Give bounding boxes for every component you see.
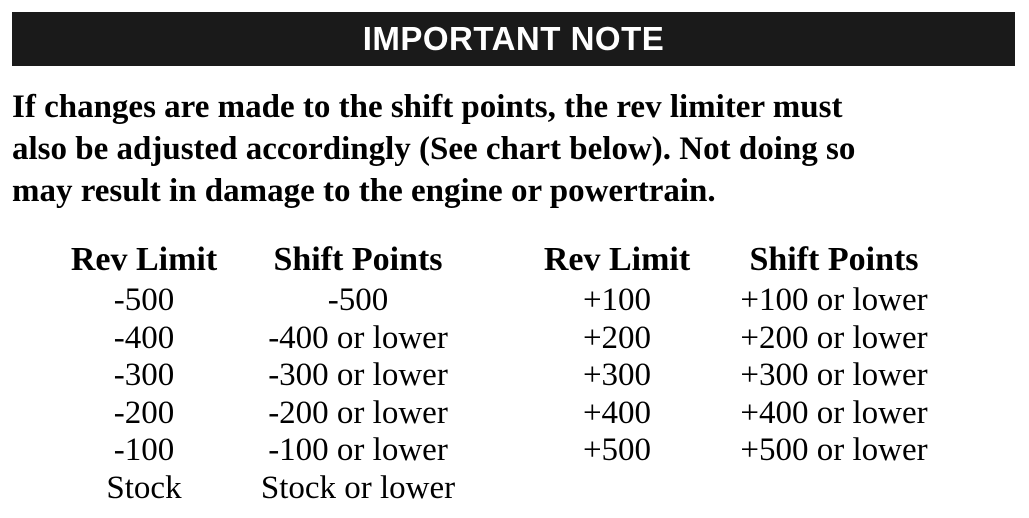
note-line: also be adjusted accordingly (See chart below). Not doing so — [12, 131, 856, 167]
table-cell: -200 or lower — [268, 394, 448, 431]
table-cell: -100 — [113, 432, 175, 468]
table-cell: -400 or lower — [268, 319, 448, 356]
note-line: may result in damage to the engine or powertrain. — [12, 173, 716, 209]
table-cell: +300 — [582, 357, 652, 393]
table-cell: -400 — [113, 319, 175, 356]
banner-title: IMPORTANT NOTE — [362, 20, 665, 57]
important-note-banner — [12, 12, 1015, 66]
table-cell: +400 — [582, 394, 652, 431]
table-cell: +200 — [582, 319, 652, 356]
table-cell: -300 or lower — [268, 357, 448, 393]
column-header-shift-points: Shift Points — [273, 241, 443, 278]
table-cell: Stock or lower — [260, 469, 456, 506]
table-cell: Stock — [106, 469, 182, 506]
table-cell: -300 — [113, 357, 175, 393]
table-cell: +500 — [582, 432, 652, 468]
note-line: If changes are made to the shift points, the rev limiter must — [12, 89, 843, 125]
column-header-rev-limit: Rev Limit — [70, 241, 218, 278]
table-cell: +500 or lower — [740, 432, 928, 468]
table-cell: +300 or lower — [740, 357, 928, 393]
left-shift-points-column — [242, 238, 474, 507]
column-header-shift-points: Shift Points — [749, 241, 919, 278]
table-cell: -100 or lower — [268, 432, 448, 468]
left-rev-limit-column — [60, 238, 228, 507]
table-cell: -500 — [113, 282, 175, 318]
table-cell: +100 or lower — [740, 282, 928, 318]
table-cell: +200 or lower — [740, 319, 928, 356]
table-cell: -200 — [113, 394, 175, 431]
note-paragraph — [12, 86, 1022, 212]
table-cell: +100 — [582, 282, 652, 318]
column-header-rev-limit: Rev Limit — [543, 241, 691, 278]
table-cell: +400 or lower — [740, 394, 928, 431]
right-rev-limit-column — [532, 238, 702, 470]
right-shift-points-column — [718, 238, 950, 470]
table-cell: -500 — [327, 282, 389, 318]
